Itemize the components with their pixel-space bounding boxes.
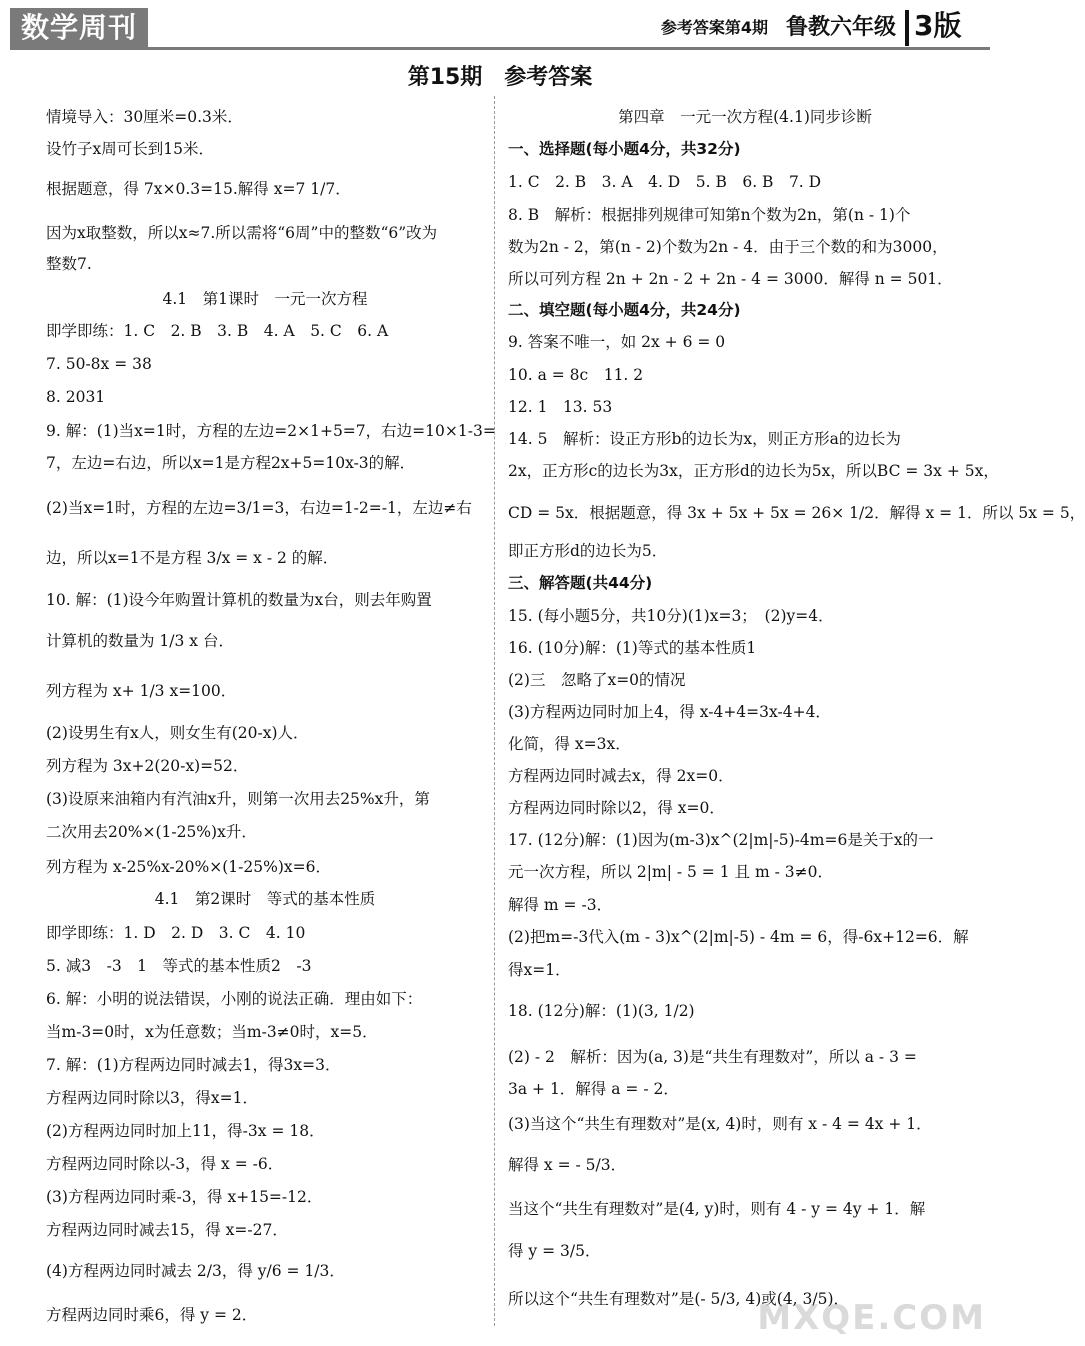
left-text-line: 整数7. bbox=[46, 255, 92, 273]
left-text-line: 因为x取整数，所以x≈7.所以需将“6周”中的整数“6”改为 bbox=[46, 224, 438, 242]
right-text-line: 三、解答题(共44分) bbox=[508, 574, 653, 592]
left-text-line: 5. 减3 -3 1 等式的基本性质2 -3 bbox=[46, 957, 312, 975]
left-text-line: 列方程为 x+ 1/3 x=100． bbox=[46, 682, 237, 700]
right-text-line: 14. 5 解析：设正方形b的边长为x，则正方形a的边长为 bbox=[508, 430, 901, 448]
left-text-line: 方程两边同时除以3，得x=1． bbox=[46, 1089, 258, 1107]
left-text-line: 8. 2031 bbox=[46, 388, 106, 406]
right-text-line: 16. (10分)解：(1)等式的基本性质1 bbox=[508, 639, 757, 657]
right-text-line: 得x=1． bbox=[508, 961, 571, 979]
left-text-line: 4.1 第2课时 等式的基本性质 bbox=[154, 890, 376, 908]
left-text-line: 方程两边同时乘6，得 y = 2． bbox=[46, 1306, 258, 1324]
right-text-line: 解得 x = - 5/3． bbox=[508, 1156, 627, 1174]
right-text-line: 1. C 2. B 3. A 4. D 5. B 6. B 7. D bbox=[508, 173, 822, 191]
left-text-line: 列方程为 x-25%x-20%×(1-25%)x=6． bbox=[46, 858, 331, 876]
right-text-line: (2)把m=-3代入(m - 3)x^(2|m|-5) - 4m = 6，得-6x+12=6．解 bbox=[508, 928, 969, 946]
right-text-line: 化简，得 x=3x． bbox=[508, 735, 631, 753]
right-text-line: 方程两边同时减去x，得 2x=0． bbox=[508, 767, 734, 785]
right-text-line: (2) - 2 解析：因为(a, 3)是“共生有理数对”，所以 a - 3 = bbox=[508, 1048, 917, 1066]
right-text-line: 10. a = 8c 11. 2 bbox=[508, 366, 644, 384]
edition-bar bbox=[905, 10, 909, 46]
edition-label: 3版 bbox=[914, 9, 962, 42]
left-text-line: 边，所以x=1不是方程 3/x = x - 2 的解． bbox=[46, 549, 339, 567]
right-text-line: 当这个“共生有理数对”是(4, y)时，则有 4 - y = 4y + 1．解 bbox=[508, 1200, 926, 1218]
left-text-line: 根据题意，得 7x×0.3=15.解得 x=7 1/7． bbox=[46, 180, 351, 198]
right-text-line: 8. B 解析：根据排列规律可知第n个数为2n，第(n - 1)个 bbox=[508, 206, 911, 224]
right-text-line: 15. (每小题5分，共10分)(1)x=3； (2)y=4． bbox=[508, 607, 834, 625]
right-text-line: 二、填空题(每小题4分，共24分) bbox=[508, 301, 741, 319]
right-text-line: 12. 1 13. 53 bbox=[508, 398, 613, 416]
left-text-line: 方程两边同时除以-3，得 x = -6． bbox=[46, 1155, 284, 1173]
right-text-line: (2)三 忽略了x=0的情况 bbox=[508, 671, 686, 689]
issue-label: 参考答案第4期 bbox=[660, 18, 768, 37]
header-rule bbox=[10, 47, 990, 50]
left-text-line: 7，左边=右边，所以x=1是方程2x+5=10x-3的解． bbox=[46, 454, 416, 472]
left-text-line: 即学即练：1. C 2. B 3. B 4. A 5. C 6. A bbox=[46, 322, 389, 340]
right-text-line: 元一次方程，所以 2|m| - 5 = 1 且 m - 3≠0． bbox=[508, 863, 833, 881]
left-text-line: (2)当x=1时，方程的左边=3/1=3，右边=1-2=-1，左边≠右 bbox=[46, 499, 472, 517]
left-text-line: 当m-3=0时，x为任意数；当m-3≠0时，x=5． bbox=[46, 1023, 378, 1041]
right-text-line: 数为2n - 2，第(n - 2)个数为2n - 4．由于三个数的和为3000， bbox=[508, 238, 948, 256]
right-text-line: 解得 m = -3． bbox=[508, 896, 613, 914]
right-text-line: 3a + 1．解得 a = - 2． bbox=[508, 1080, 679, 1098]
right-text-line: 所以可列方程 2n + 2n - 2 + 2n - 4 = 3000．解得 n = 501． bbox=[508, 270, 953, 288]
left-text-line: 即学即练：1. D 2. D 3. C 4. 10 bbox=[46, 924, 306, 942]
header-info bbox=[661, 12, 896, 44]
page-title: 第15期 参考答案 bbox=[407, 65, 593, 90]
right-text-line: (3)方程两边同时加上4，得 x-4+4=3x-4+4． bbox=[508, 703, 831, 721]
left-text-line: 情境导入：30厘米=0.3米． bbox=[46, 108, 243, 126]
left-text-line: 7. 解：(1)方程两边同时减去1，得3x=3． bbox=[46, 1056, 341, 1074]
left-text-line: (3)设原来油箱内有汽油x升，则第一次用去25%x升，第 bbox=[46, 790, 430, 808]
left-text-line: 10. 解：(1)设今年购置计算机的数量为x台，则去年购置 bbox=[46, 591, 432, 609]
right-text-line: 2x，正方形c的边长为3x，正方形d的边长为5x，所以BC = 3x + 5x， bbox=[508, 462, 999, 480]
left-text-line: (2)方程两边同时加上11，得-3x = 18． bbox=[46, 1122, 325, 1140]
left-text-line: (2)设男生有x人，则女生有(20-x)人． bbox=[46, 724, 309, 742]
left-text-line: 4.1 第1课时 一元一次方程 bbox=[162, 290, 368, 308]
right-text-line: (3)当这个“共生有理数对”是(x, 4)时，则有 x - 4 = 4x + 1． bbox=[508, 1115, 932, 1133]
left-text-line: 列方程为 3x+2(20-x)=52． bbox=[46, 757, 249, 775]
column-divider bbox=[494, 96, 495, 1326]
right-text-line: CD = 5x．根据题意，得 3x + 5x + 5x = 26× 1/2．解得 x = 1．所以 5x = 5， bbox=[508, 504, 1085, 522]
left-text-line: 7. 50-8x = 38 bbox=[46, 355, 152, 373]
left-text-line: 6. 解：小明的说法错误，小刚的说法正确．理由如下： bbox=[46, 990, 423, 1008]
left-text-line: 二次用去20%×(1-25%)x升． bbox=[46, 823, 257, 841]
watermark: MXQE.COM bbox=[757, 1298, 986, 1338]
grade-label: 鲁教六年级 bbox=[785, 15, 896, 40]
left-text-line: (3)方程两边同时乘-3，得 x+15=-12． bbox=[46, 1188, 323, 1206]
right-text-line: 一、选择题(每小题4分，共32分) bbox=[508, 140, 741, 158]
right-text-line: 方程两边同时除以2，得 x=0． bbox=[508, 799, 725, 817]
left-text-line: 设竹子x周可长到15米． bbox=[46, 140, 214, 158]
left-text-line: (4)方程两边同时减去 2/3，得 y/6 = 1/3． bbox=[46, 1262, 345, 1280]
right-text-line: 18. (12分)解：(1)(3, 1/2) bbox=[508, 1002, 695, 1020]
right-text-line: 得 y = 3/5． bbox=[508, 1242, 601, 1260]
right-text-line: 所以这个“共生有理数对”是(- 5/3, 4)或(4, 3/5)． bbox=[508, 1290, 850, 1308]
left-text-line: 计算机的数量为 1/3 x 台． bbox=[46, 632, 234, 650]
magazine-logo: 数学周刊 bbox=[10, 8, 148, 48]
right-text-line: 17. (12分)解：(1)因为(m-3)x^(2|m|-5)-4m=6是关于x的一 bbox=[508, 831, 934, 849]
left-text-line: 方程两边同时减去15，得 x=-27． bbox=[46, 1221, 288, 1239]
left-text-line: 9. 解：(1)当x=1时，方程的左边=2×1+5=7，右边=10×1-3= bbox=[46, 422, 496, 440]
right-text-line: 第四章 一元一次方程(4.1)同步诊断 bbox=[618, 108, 872, 126]
right-text-line: 9. 答案不唯一，如 2x + 6 = 0 bbox=[508, 333, 726, 351]
right-text-line: 即正方形d的边长为5． bbox=[508, 542, 668, 560]
